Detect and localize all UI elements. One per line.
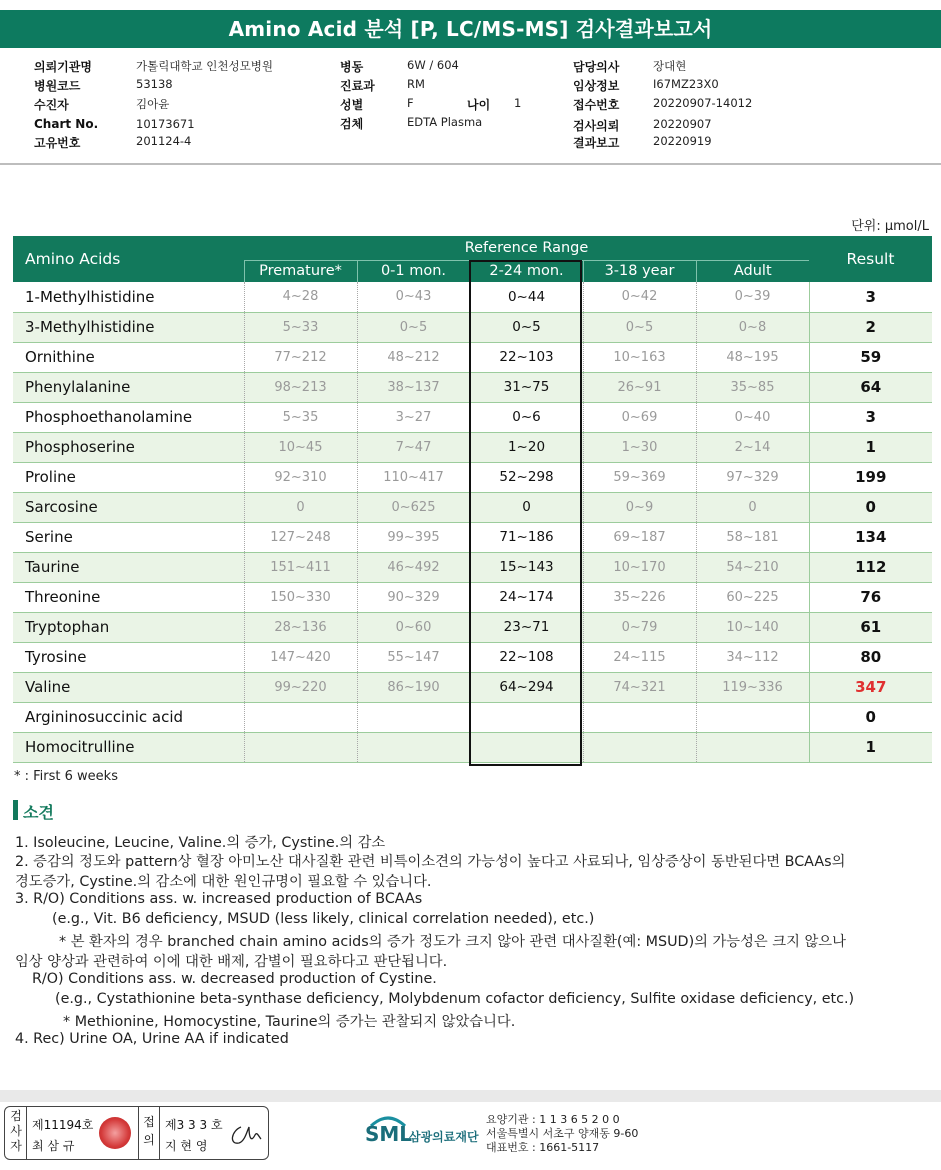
org-line: 대표번호 : 1661-5117 xyxy=(486,1141,600,1154)
reference-range-cell: 48~212 xyxy=(357,342,470,372)
reference-range-cell: 71~186 xyxy=(470,522,583,552)
reference-range-cell: 0~79 xyxy=(583,612,696,642)
result-cell: 64 xyxy=(809,372,932,402)
reference-range-cell: 10~45 xyxy=(244,432,357,462)
seal-icon xyxy=(99,1117,131,1149)
table-row xyxy=(13,612,932,642)
reference-range-cell: 127~248 xyxy=(244,522,357,552)
header-range-0-1-mon: 0-1 mon. xyxy=(357,260,470,282)
table-row xyxy=(13,672,932,702)
findings-title: 소견 xyxy=(23,803,54,822)
result-cell: 76 xyxy=(809,582,932,612)
reference-range-cell xyxy=(470,732,583,762)
reference-range-cell: 69~187 xyxy=(583,522,696,552)
reference-range-cell: 0~6 xyxy=(470,402,583,432)
result-cell: 347 xyxy=(809,672,932,702)
unit-label: 단위: μmol/L xyxy=(851,219,929,234)
reference-range-cell: 0 xyxy=(696,492,809,522)
reference-range-cell: 99~220 xyxy=(244,672,357,702)
signature-box xyxy=(4,1106,269,1160)
reference-range-cell: 48~195 xyxy=(696,342,809,372)
table-row xyxy=(13,372,932,402)
reference-range-cell: 151~411 xyxy=(244,552,357,582)
finding-line: (e.g., Vit. B6 deficiency, MSUD (less likely, clinical correlation needed), etc.) xyxy=(52,911,595,927)
header-range-3-18-year: 3-18 year xyxy=(583,260,696,282)
reference-range-cell: 3~27 xyxy=(357,402,470,432)
reference-range-cell: 24~174 xyxy=(470,582,583,612)
reference-range-cell: 97~329 xyxy=(696,462,809,492)
reference-range-cell: 0~60 xyxy=(357,612,470,642)
reference-range-cell: 92~310 xyxy=(244,462,357,492)
result-cell: 199 xyxy=(809,462,932,492)
amino-acid-name: Threonine xyxy=(13,582,244,612)
finding-line: 경도증가, Cystine.의 감소에 대한 원인규명이 필요할 수 있습니다. xyxy=(15,874,432,890)
reference-range-cell: 55~147 xyxy=(357,642,470,672)
org-line: 서울특별시 서초구 양재동 9-60 xyxy=(486,1127,639,1140)
result-cell: 2 xyxy=(809,312,932,342)
tester-label: 검사자 xyxy=(10,1109,22,1153)
reference-range-cell: 74~321 xyxy=(583,672,696,702)
header-result: Result xyxy=(809,236,932,282)
reference-range-cell: 4~28 xyxy=(244,282,357,312)
sml-logo xyxy=(365,1112,485,1152)
reference-range-cell: 10~163 xyxy=(583,342,696,372)
reference-range-cell: 24~115 xyxy=(583,642,696,672)
reference-range-cell: 28~136 xyxy=(244,612,357,642)
reference-range-cell xyxy=(357,702,470,732)
table-row xyxy=(13,342,932,372)
result-cell: 80 xyxy=(809,642,932,672)
result-cell: 134 xyxy=(809,522,932,552)
finding-line: * Methionine, Homocystine, Taurine의 증가는 관찰되지 않았습니다. xyxy=(63,1014,516,1030)
amino-acid-table xyxy=(13,236,932,763)
org-line: 요양기관 : 1 1 3 6 5 2 0 0 xyxy=(486,1113,620,1126)
sign-separator xyxy=(159,1107,160,1159)
header-range-2-24-mon: 2-24 mon. xyxy=(470,260,583,282)
header-amino-acids: Amino Acids xyxy=(13,236,244,282)
amino-acid-name: 3-Methylhistidine xyxy=(13,312,244,342)
report-title: Amino Acid 분석 [P, LC/MS-MS] 검사결과보고서 xyxy=(0,10,941,48)
reference-range-cell: 38~137 xyxy=(357,372,470,402)
amino-acid-name: Phosphoethanolamine xyxy=(13,402,244,432)
amino-acid-name: Tyrosine xyxy=(13,642,244,672)
patient-info: 의뢰기관명 가톨릭대학교 인천성모병원 병원코드 53138 수진자 김아윤 Chart No. 10173671 고유번호 201124-4 병동 6W / 604 진료과 RM 성별 F 나이 1 검체 EDTA Plasma 담당의사 장대현 임상정보 I67MZ23X0 접수번호 20220907-14012 검사의뢰 20220907 결과보고 20220919 xyxy=(34,58,753,150)
reference-range-cell: 5~35 xyxy=(244,402,357,432)
amino-acid-name: Sarcosine xyxy=(13,492,244,522)
table-row xyxy=(13,282,932,312)
table-row xyxy=(13,702,932,732)
reference-range-cell: 15~143 xyxy=(470,552,583,582)
amino-acid-name: Proline xyxy=(13,462,244,492)
amino-acid-name: Phosphoserine xyxy=(13,432,244,462)
finding-line: 3. R/O) Conditions ass. w. increased production of BCAAs xyxy=(15,891,423,907)
reference-range-cell xyxy=(470,702,583,732)
finding-line: (e.g., Cystathionine beta-synthase deficiency, Molybdenum cofactor deficiency, Sulfite oxidase deficiency, etc.) xyxy=(55,991,855,1007)
tester-license: 제11194호 xyxy=(32,1118,94,1132)
reference-range-cell: 35~226 xyxy=(583,582,696,612)
reference-range-cell: 5~33 xyxy=(244,312,357,342)
table-row xyxy=(13,732,932,762)
reference-range-cell xyxy=(244,732,357,762)
reference-range-cell: 90~329 xyxy=(357,582,470,612)
table-row xyxy=(13,522,932,552)
reference-range-cell xyxy=(583,732,696,762)
table-row xyxy=(13,432,932,462)
doctor-name: 지 현 영 xyxy=(165,1139,208,1153)
reference-range-cell: 26~91 xyxy=(583,372,696,402)
finding-line: * 본 환자의 경우 branched chain amino acids의 증가 정도가 크지 않아 관련 대사질환(예: MSUD)의 가능성은 크지 않으나 xyxy=(59,934,846,950)
finding-line: 1. Isoleucine, Leucine, Valine.의 증가, Cystine.의 감소 xyxy=(15,835,386,851)
amino-acid-name: Ornithine xyxy=(13,342,244,372)
reference-range-cell: 10~170 xyxy=(583,552,696,582)
reference-range-cell: 59~369 xyxy=(583,462,696,492)
finding-line: R/O) Conditions ass. w. decreased production of Cystine. xyxy=(32,971,437,987)
reference-range-cell: 31~75 xyxy=(470,372,583,402)
reference-range-cell: 0~44 xyxy=(470,282,583,312)
reference-range-cell: 1~20 xyxy=(470,432,583,462)
table-row xyxy=(13,582,932,612)
signature-icon xyxy=(227,1121,263,1151)
reference-range-cell: 0 xyxy=(244,492,357,522)
table-row xyxy=(13,552,932,582)
header-reference-range: Reference Range xyxy=(244,236,809,260)
reference-range-cell: 35~85 xyxy=(696,372,809,402)
result-cell: 1 xyxy=(809,432,932,462)
reference-range-cell: 110~417 xyxy=(357,462,470,492)
section-marker xyxy=(13,800,18,820)
reference-range-cell xyxy=(696,702,809,732)
table-row xyxy=(13,312,932,342)
confirm-label: 접의 xyxy=(143,1115,155,1147)
amino-acid-name: Argininosuccinic acid xyxy=(13,702,244,732)
reference-range-cell: 10~140 xyxy=(696,612,809,642)
logo-text: SML xyxy=(365,1122,413,1146)
result-cell: 61 xyxy=(809,612,932,642)
reference-range-cell: 58~181 xyxy=(696,522,809,552)
reference-range-cell: 0~69 xyxy=(583,402,696,432)
result-cell: 0 xyxy=(809,702,932,732)
reference-range-cell: 34~112 xyxy=(696,642,809,672)
amino-acid-name: Tryptophan xyxy=(13,612,244,642)
reference-range-cell: 52~298 xyxy=(470,462,583,492)
reference-range-cell: 0~39 xyxy=(696,282,809,312)
result-cell: 1 xyxy=(809,732,932,762)
header-range-premature: Premature* xyxy=(244,260,357,282)
reference-range-cell: 0~5 xyxy=(357,312,470,342)
result-cell: 3 xyxy=(809,282,932,312)
amino-acid-name: Taurine xyxy=(13,552,244,582)
info-divider xyxy=(0,163,941,165)
reference-range-cell: 2~14 xyxy=(696,432,809,462)
reference-range-cell: 99~395 xyxy=(357,522,470,552)
reference-range-cell: 147~420 xyxy=(244,642,357,672)
reference-range-cell xyxy=(357,732,470,762)
tester-name: 최 삼 규 xyxy=(32,1139,75,1153)
reference-range-cell: 0~43 xyxy=(357,282,470,312)
finding-line: 2. 증감의 정도와 pattern상 혈장 아미노산 대사질환 관련 비특이소견의 가능성이 높다고 사료되나, 임상증상이 동반된다면 BCAAs의 xyxy=(15,854,846,870)
result-cell: 3 xyxy=(809,402,932,432)
result-cell: 112 xyxy=(809,552,932,582)
reference-range-cell: 0 xyxy=(470,492,583,522)
reference-range-cell: 119~336 xyxy=(696,672,809,702)
amino-acid-name: Serine xyxy=(13,522,244,552)
logo-subtitle: 삼광의료재단 xyxy=(409,1130,479,1144)
reference-range-cell: 86~190 xyxy=(357,672,470,702)
reference-range-cell: 98~213 xyxy=(244,372,357,402)
reference-range-cell: 54~210 xyxy=(696,552,809,582)
reference-range-cell: 0~8 xyxy=(696,312,809,342)
amino-acid-name: Valine xyxy=(13,672,244,702)
reference-range-cell: 7~47 xyxy=(357,432,470,462)
footnote: * : First 6 weeks xyxy=(14,769,118,784)
reference-range-cell: 22~108 xyxy=(470,642,583,672)
header-range-adult: Adult xyxy=(696,260,809,282)
reference-range-cell: 77~212 xyxy=(244,342,357,372)
table-row xyxy=(13,642,932,672)
reference-range-cell xyxy=(696,732,809,762)
reference-range-cell: 0~625 xyxy=(357,492,470,522)
reference-range-cell: 0~9 xyxy=(583,492,696,522)
reference-range-cell: 64~294 xyxy=(470,672,583,702)
reference-range-cell: 22~103 xyxy=(470,342,583,372)
reference-range-cell: 1~30 xyxy=(583,432,696,462)
reference-range-cell: 60~225 xyxy=(696,582,809,612)
reference-range-cell xyxy=(583,702,696,732)
doctor-license: 제3 3 3 호 xyxy=(165,1118,223,1132)
amino-acid-name: Homocitrulline xyxy=(13,732,244,762)
reference-range-cell: 0~40 xyxy=(696,402,809,432)
footer-divider xyxy=(0,1090,941,1102)
reference-range-cell: 46~492 xyxy=(357,552,470,582)
amino-acid-name: 1-Methylhistidine xyxy=(13,282,244,312)
result-cell: 59 xyxy=(809,342,932,372)
table-row xyxy=(13,492,932,522)
sign-separator xyxy=(138,1107,139,1159)
reference-range-cell: 0~5 xyxy=(470,312,583,342)
reference-range-cell xyxy=(244,702,357,732)
finding-line: 4. Rec) Urine OA, Urine AA if indicated xyxy=(15,1031,289,1047)
result-cell: 0 xyxy=(809,492,932,522)
reference-range-cell: 0~42 xyxy=(583,282,696,312)
table-row xyxy=(13,402,932,432)
org-info xyxy=(486,1113,638,1155)
sign-separator xyxy=(26,1107,27,1159)
table-row xyxy=(13,462,932,492)
reference-range-cell: 23~71 xyxy=(470,612,583,642)
reference-range-cell: 150~330 xyxy=(244,582,357,612)
amino-acid-name: Phenylalanine xyxy=(13,372,244,402)
reference-range-cell: 0~5 xyxy=(583,312,696,342)
finding-line: 임상 양상과 관련하여 이에 대한 배제, 감별이 필요하다고 판단됩니다. xyxy=(15,954,448,970)
